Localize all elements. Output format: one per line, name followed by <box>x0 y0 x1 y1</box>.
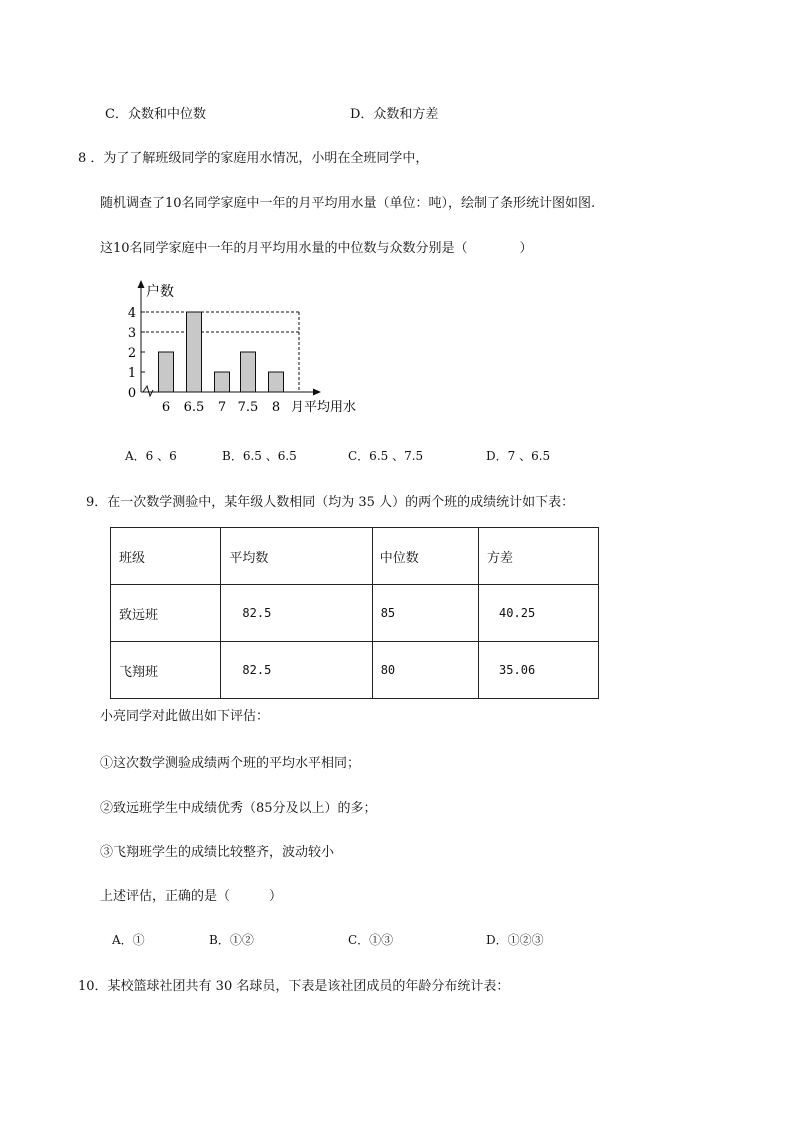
y-axis-arrow <box>138 280 145 288</box>
table-row <box>111 585 599 642</box>
q8-option-d: D．7 、6.5 <box>486 449 551 463</box>
x-tick-label: 8 <box>271 400 281 415</box>
q9-eval-intro: 小亮同学对此做出如下评估： <box>100 709 270 724</box>
table-cell: 飞翔班 <box>111 642 221 699</box>
table-header-row <box>111 528 599 585</box>
table-cell: 85 <box>372 585 478 642</box>
q9-eval-item-1: ①这次数学测验成绩两个班的平均水平相同； <box>100 756 361 771</box>
y-tick-label: 2 <box>127 346 137 361</box>
q8-option-c: C．6.5 、7.5 <box>348 449 424 463</box>
table-header-cell: 方差 <box>479 528 599 585</box>
table-cell: 致远班 <box>111 585 221 642</box>
x-tick-label: 7.5 <box>237 400 259 415</box>
table-cell: 40.25 <box>479 585 599 642</box>
q9-option-d: D．①②③ <box>486 933 544 947</box>
y-tick-label: 1 <box>127 366 137 381</box>
y-tick-label: 0 <box>127 386 137 401</box>
bar-7 <box>215 372 230 392</box>
q8-option-b: B．6.5 、6.5 <box>222 449 297 463</box>
q8-stem-line2: 随机调查了10名同学家庭中一年的月平均用水量（单位：吨），绘制了条形统计图如图. <box>100 196 596 211</box>
bar-6 <box>159 352 174 392</box>
q8-stem-line3: 这10名同学家庭中一年的月平均用水量的中位数与众数分别是（ ） <box>100 241 533 256</box>
score-table <box>110 527 599 699</box>
table-header-cell: 中位数 <box>372 528 478 585</box>
x-axis-label: 月平均用水 <box>291 400 357 415</box>
q10-stem: 10．某校篮球社团共有 30 名球员，下表是该社团成员的年龄分布统计表： <box>78 979 510 994</box>
bar-6.5 <box>187 312 202 392</box>
q9-eval-item-3: ③飞翔班学生的成绩比较整齐，波动较小 <box>100 845 335 860</box>
q7-option-d: D．众数和方差 <box>350 107 439 122</box>
bar-chart <box>115 280 375 420</box>
q9-option-c: C．①③ <box>348 933 394 947</box>
axis-break-mark <box>143 386 153 396</box>
table-header-cell: 平均数 <box>221 528 372 585</box>
x-tick-label: 6 <box>161 400 171 415</box>
q9-question: 上述评估，正确的是（ ） <box>100 889 283 904</box>
x-tick-label: 7 <box>217 400 227 415</box>
y-tick-label: 3 <box>127 326 137 341</box>
q9-option-a: A．① <box>112 933 145 947</box>
q8-option-a: A．6 、6 <box>125 449 177 463</box>
q9-stem: 9．在一次数学测验中，某年级人数相同（均为 35 人）的两个班的成绩统计如下表： <box>86 495 575 510</box>
q9-eval-item-2: ②致远班学生中成绩优秀（85分及以上）的多； <box>100 801 377 816</box>
q9-option-b: B．①② <box>209 933 254 947</box>
table-cell: 82.5 <box>221 585 372 642</box>
table-row <box>111 642 599 699</box>
q8-stem-line1: 8 ．为了了解班级同学的家庭用水情况，小明在全班同学中， <box>78 151 429 166</box>
q7-option-c: C．众数和中位数 <box>105 107 206 122</box>
y-axis-label: 户数 <box>146 284 174 300</box>
bar-8 <box>269 372 284 392</box>
table-cell: 80 <box>372 642 478 699</box>
table-cell: 35.06 <box>479 642 599 699</box>
table-header-cell: 班级 <box>111 528 221 585</box>
y-tick-label: 4 <box>127 306 137 321</box>
x-axis-arrow <box>313 389 321 396</box>
x-tick-label: 6.5 <box>183 400 205 415</box>
bar-7.5 <box>241 352 256 392</box>
table-cell: 82.5 <box>221 642 372 699</box>
